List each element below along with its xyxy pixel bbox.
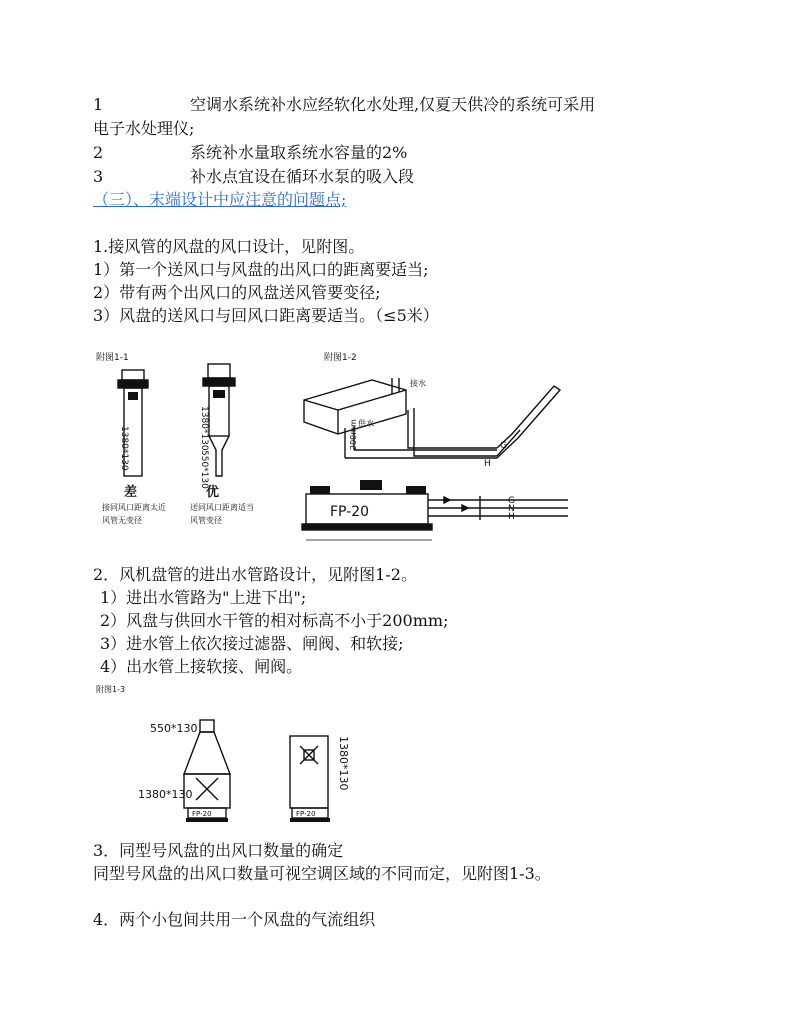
item3-text: 同型号风盘的出风口数量可视空调区域的不同而定，见附图1-3。 — [93, 864, 551, 883]
item1-title: 1.接风管的风盘的风口设计，见附图。 — [93, 237, 365, 256]
note-1-text: 空调水系统补水应经软化水处理,仅夏天供冷的系统可采用 — [190, 95, 596, 114]
fcu-model-label: FP-20 — [330, 504, 370, 520]
fcu-unit-good — [208, 364, 230, 378]
dim-200: 200mm — [349, 419, 358, 450]
duct-good-reducer — [209, 436, 229, 476]
reducer-dim-good: 550*130 — [199, 450, 209, 489]
valve-label: 供水 — [358, 419, 374, 428]
item3-title: 3．同型号风盘的出风口数量的确定 — [93, 841, 344, 860]
figure-1-diagram — [92, 330, 577, 558]
note-2-number: 2 — [93, 143, 104, 162]
pipe-n-plan: N — [508, 504, 515, 514]
note-1 — [93, 94, 713, 116]
caption-good-1: 送同风口距离适当 — [190, 503, 254, 512]
pipe-h-top: H — [484, 459, 491, 469]
duct-dim-good: 1380*130 — [199, 406, 209, 451]
outlet-top-small — [200, 720, 214, 732]
pipe-g-top: G — [500, 441, 507, 451]
item4-title: 4．两个小包间共用一个风盘的气流组织 — [93, 910, 376, 929]
figure-1-1-label: 附图1-1 — [96, 353, 129, 363]
supply-label: 接水 — [410, 379, 426, 388]
item2-point-4: 4）出水管上接软接、闸阀。 — [100, 657, 303, 676]
note-3-number: 3 — [93, 167, 104, 186]
fcu-outlet-good — [203, 378, 235, 386]
caption-bad-1: 接同风口距离太近 — [102, 503, 166, 512]
section-heading: （三）、末端设计中应注意的问题点; — [93, 190, 347, 209]
item1-point-2: 2）带有两个出风口的风盘送风管要变径; — [93, 283, 381, 302]
caption-bad-2: 风管无变径 — [102, 516, 142, 525]
figure-1-3-dim-1380-rotated: 1380*130 — [337, 736, 350, 791]
item2-point-1: 1）进出水管路为"上进下出"; — [100, 588, 307, 607]
note-2 — [93, 142, 713, 164]
item1-point-1: 1）第一个送风口与风盘的出风口的距离要适当; — [93, 260, 429, 279]
fcu-unit-bad — [122, 370, 144, 380]
pipe-g-plan: G — [508, 496, 515, 506]
item2-point-3: 3）进水管上依次接过滤器、闸阀、和软接; — [100, 634, 404, 653]
item1-point-3: 3）风盘的送风口与回风口距离要适当。（≤5米） — [93, 306, 439, 325]
item2-title: 2．风机盘管的进出水管路设计，见附图1-2。 — [93, 565, 417, 584]
figure-1-3-label: 附图1-3 — [96, 685, 126, 694]
bad-mark: 差 — [124, 485, 138, 500]
figure-1-3-diagram — [92, 682, 367, 832]
fcu-outlet-bad — [118, 380, 148, 388]
figure-1-3-dim-550: 550*130 — [150, 722, 198, 735]
figure-1-3-dim-1380: 1380*130 — [138, 788, 193, 801]
note-2-text: 系统补水量取系统水容量的2% — [190, 143, 408, 162]
note-3-text: 补水点宜设在循环水泵的吸入段 — [190, 167, 415, 186]
caption-good-2: 风管变径 — [190, 516, 222, 525]
note-1-number: 1 — [93, 95, 104, 114]
figure-1-3-fcu-left: FP-20 — [192, 810, 212, 818]
duct-dim-bad: 1380*130 — [119, 426, 129, 471]
item2-point-2: 2）风盘与供回水干管的相对标高不小于200mm; — [100, 611, 449, 630]
pipe-h-plan: H — [508, 512, 515, 522]
fcu-right-duct — [290, 736, 328, 808]
figure-1-2-label: 附图1-2 — [324, 353, 357, 363]
note-1-continuation: 电子水处理仪; — [93, 119, 195, 138]
figure-1-3-fcu-right: FP-20 — [296, 810, 316, 818]
good-mark: 优 — [206, 485, 220, 500]
note-3 — [93, 166, 713, 188]
duct-reducer — [184, 732, 230, 774]
